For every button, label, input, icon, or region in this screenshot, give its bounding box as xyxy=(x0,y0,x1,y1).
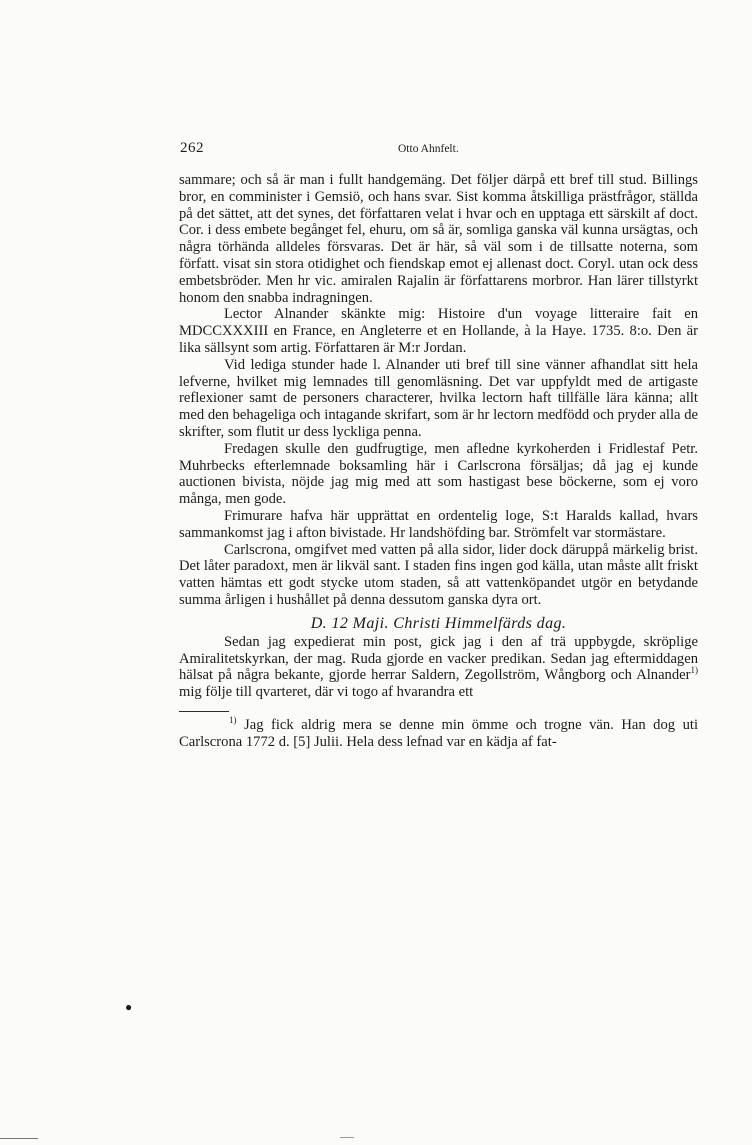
paragraph-2: Lector Alnander skänkte mig: Histoire d'un voyage litteraire fait en MDCCXXXIII en France, en Angleterre et en Hollande, à la Haye. 1735. 8:o. Den är lika sällsynt som artig. Författaren är M:r Jordan. xyxy=(179,306,698,356)
footnote-rule xyxy=(179,711,229,712)
dateline-heading: D. 12 Maji. Christi Himmelfärds dag. xyxy=(310,614,567,632)
paragraph-7-text: Sedan jag expedierat min post, gick jag i den af trä uppbygde, skröplige Amiralitetskyrkan, der mag. Ruda gjorde en vacker predikan. Sedan jag eftermiddagen hälsat på några bekante, gjorde herrar Saldern, Zegollström, Wångborg och Alnander xyxy=(179,633,698,684)
paragraph-5: Frimurare hafva här upprättat en ordentelig loge, S:t Haralds kallad, hvars sammankomst jag i afton bivistade. Hr landshöfding bar. Strömfelt var stormästare. xyxy=(179,507,698,541)
paragraph-1: sammare; och så är man i fullt handgemäng. Det följer därpå ett bref till stud. Billings bror, en comminister i Gemsiö, och hans svar. Sist komma åtskilliga prästfrågor, ställda på det sättet, att det synes, det författaren velat i hvar och en upptaga ett särskilt af doct. Cor. i dess embete begånget fel, ehuru, om så är, somliga ganska väl kunna ursägtas, och några törhända alldeles försvaras. Det är här, så väl som i de tillsatte noterna, som författ. visat sin stora otidighet och fiendskap emot ej allenast doct. Coryl. utan ock dess embetsbröder. Men hr vic. amiralen Rajalin är författarens morbror. Han lärer tillstyrkt honom den snabba indragningen. xyxy=(179,172,698,306)
page-number: 262 xyxy=(180,140,204,156)
scan-edge-line xyxy=(0,1138,38,1139)
page-header xyxy=(180,140,698,160)
paragraph-7 xyxy=(179,634,698,701)
paragraph-4: Fredagen skulle den gudfrugtige, men afledne kyrkoherden i Fridlestaf Petr. Muhrbecks efterlemnade boksamling här i Carlscrona försäljas; då jag ej kunde auctionen bivista, nöjde jag mig med att som hastigast bese böckerne, som ej voro många, men gode. xyxy=(179,440,698,508)
scan-artifact-mark: ● xyxy=(122,999,136,1015)
footnote xyxy=(179,717,698,751)
paragraph-3: Vid lediga stunder hade l. Alnander uti bref till sine vänner afhandlat sitt hela lefverne, hvilket mig lemnades till genomläsning. Det var uppfyldt med de artigaste reflexioner samt de personers characterer, hvilka lectorn haft tillfälle lära känna; allt med den behageliga och intagande skrifart, som är hr lectorn medfödd och pryder alla de skrifter, som flutit ur dess lyckliga penna. xyxy=(179,356,698,440)
scan-edge-line-center xyxy=(340,1137,354,1138)
body-text xyxy=(179,172,698,751)
paragraph-7-tail: mig följe till qvarteret, där vi togo af hvarandra ett xyxy=(179,684,474,701)
footnote-marker: 1) xyxy=(229,715,237,726)
footnote-text: Jag fick aldrig mera se denne min ömme och trogne vän. Han dog uti Carlscrona 1772 d. [5] Julii. Hela dess lefnad var en kädja af fat- xyxy=(179,716,698,750)
footnote-reference: 1) xyxy=(690,665,698,676)
paragraph-6: Carlscrona, omgifvet med vatten på alla sidor, lider dock däruppå märkelig brist. Det låter paradoxt, men är likväl sant. I staden fins ingen god källa, utan måste allt friskt vatten hämtas ett godt stycke utom staden, så att vattenköpandet utgör en betydande summa årligen i hushållet på denna dessutom ganska dyra ort. xyxy=(179,541,698,608)
running-head: Otto Ahnfelt. xyxy=(398,143,459,155)
